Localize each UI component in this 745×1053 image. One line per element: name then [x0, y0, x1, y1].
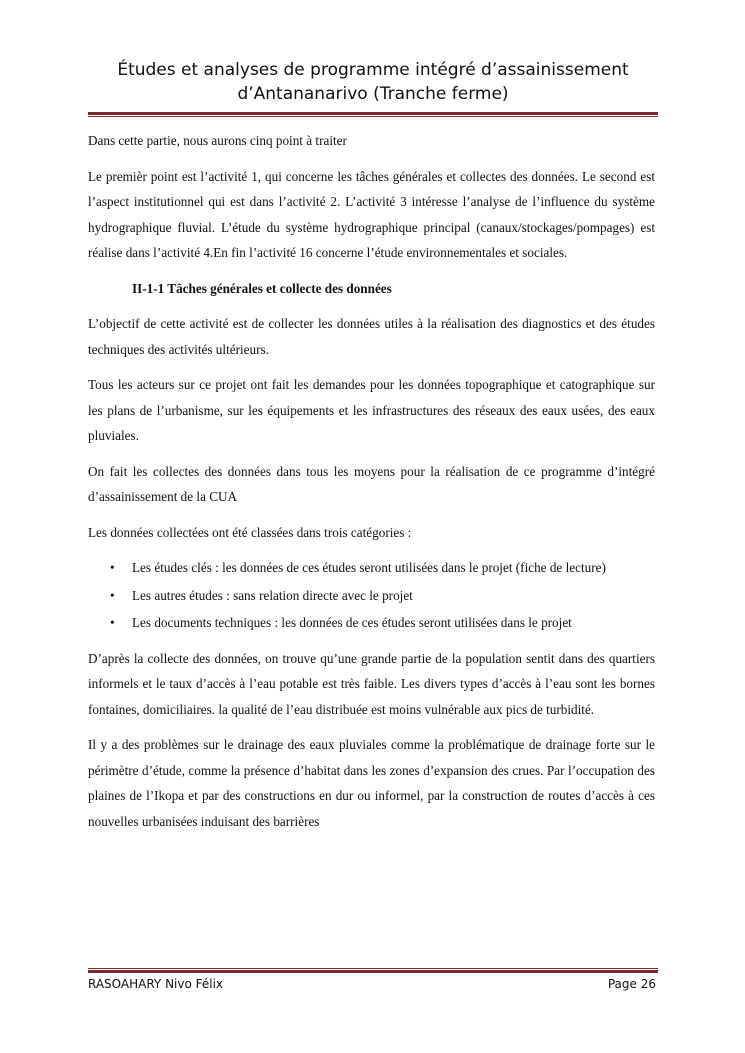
paragraph-findings: D’après la collecte des données, on trouve qu’une grande partie de la population sentit dans des quartiers informels et le taux d’accès à l’eau potable est très faible. Les divers types d’accès à l’eau sont les bornes fontaines, domiciliaires. la qualité de l’eau distribuée est moins vulnérable aux pics de turbidité. — [88, 650, 655, 717]
paragraph-objective: L’objectif de cette activité est de collecter les données utiles à la réalisation des diagnostics et des études techniques des activités ultérieurs. — [88, 316, 655, 357]
list-item-text: Les documents techniques : les données de ces études seront utilisées dans le projet — [132, 615, 572, 630]
list-item-text: Les études clés : les données de ces études seront utilisées dans le projet (fiche de lecture) — [132, 560, 606, 575]
footer-rule-thin — [88, 968, 658, 969]
list-item-text: Les autres études : sans relation directe avec le projet — [132, 587, 413, 603]
bullet-icon: • — [110, 615, 115, 630]
list-item — [88, 610, 655, 636]
document-body — [88, 128, 655, 844]
header-title — [88, 58, 658, 106]
header-rule-thin — [88, 116, 658, 117]
list-item — [88, 555, 655, 581]
header-title-line2: d’Antananarivo (Tranche ferme) — [237, 84, 509, 104]
paragraph-drainage: Il y a des problèmes sur le drainage des eaux pluviales comme la problématique de drainage forte sur le périmètre d’étude, comme la présence d’habitat dans les zones d’expansion des crues. Par l’occupation des plaines de l’Ikopa et par des constructions en dur ou informel, par la construction de routes d’accès à ces nouvelles urbanisées induisant des barrières — [88, 737, 655, 829]
header-title-line1: Études et analyses de programme intégré d’assainissement — [117, 60, 629, 80]
footer-author: RASOAHARY Nivo Félix — [88, 977, 224, 991]
footer-rule — [88, 968, 658, 973]
header-rule — [88, 112, 658, 117]
footer-page-number: Page 26 — [607, 977, 656, 991]
paragraph-categories-intro: Les données collectées ont été classées dans trois catégories : — [88, 524, 412, 540]
category-list — [88, 555, 655, 636]
header-rule-thick — [88, 112, 658, 115]
section-heading: II-1-1 Tâches générales et collecte des données — [132, 280, 392, 296]
footer-rule-thick — [88, 970, 658, 973]
paragraph-actors: Tous les acteurs sur ce projet ont fait les demandes pour les données topographique et catographique sur les plans de l’urbanisme, sur les équipements et les infrastructures des réseaux des eaux usées, des eaux pluviales. — [88, 377, 655, 443]
bullet-icon: • — [110, 560, 115, 575]
paragraph-intro: Dans cette partie, nous aurons cinq point à traiter — [88, 133, 347, 148]
paragraph-collection: On fait les collectes des données dans tous les moyens pour la réalisation de ce programme d’intégré d’assainissement de la CUA — [88, 463, 655, 504]
paragraph-activities: Le premièr point est l’activité 1, qui concerne les tâches générales et collectes des données. Le second est l’aspect institutionnel qui est dans l’activité 2. L’activité 3 intéresse l’analyse de l’influence du système hydrographique fluvial. L’étude du système hydrographique principal (canaux/stockages/pompages) est réalise dans l’activité 4.En fin l’activité 16 concerne l’étude environnementales et sociales. — [88, 168, 655, 260]
list-item — [88, 583, 655, 609]
bullet-icon: • — [110, 587, 115, 603]
